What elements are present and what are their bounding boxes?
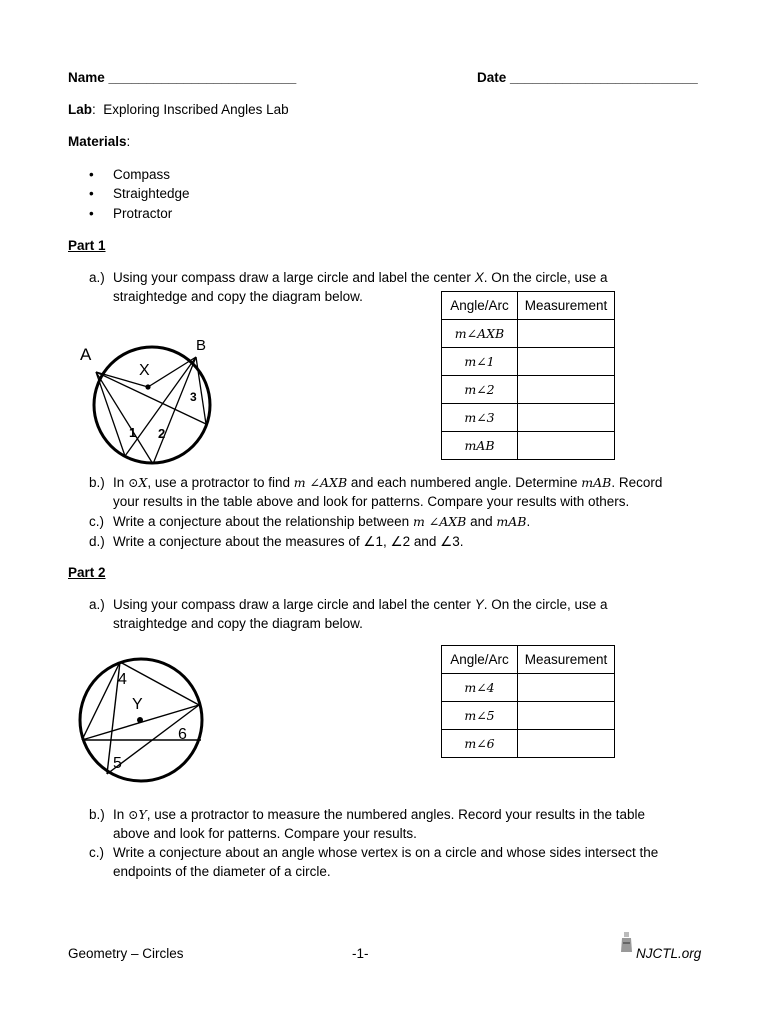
table-row [442, 320, 615, 348]
part2-c-line2: endpoints of the diameter of a circle. [113, 864, 331, 879]
row-label-angle-5: m∠5 [442, 702, 518, 730]
row-label-angle-6: m∠6 [442, 730, 518, 758]
angle-6-label: 6 [178, 726, 187, 743]
part1-measure-table [441, 291, 615, 460]
part1-b-line1 [89, 475, 662, 490]
measurement-cell[interactable] [518, 702, 615, 730]
date-blank[interactable]: _________________________ [510, 70, 698, 85]
angle-5-label: 5 [113, 755, 122, 772]
part1-c-label: c.) [89, 514, 104, 529]
measurement-cell[interactable] [518, 376, 615, 404]
part1-c-line [89, 514, 530, 529]
part1-b-label: b.) [89, 475, 105, 490]
list-item: • [89, 206, 94, 221]
list-item: • [89, 167, 94, 182]
angle-axb-expr: m ∠AXB [293, 475, 348, 490]
njctl-logo-icon [620, 930, 634, 956]
materials-colon: : [126, 134, 131, 149]
center-y-label: Y [132, 696, 143, 713]
materials-heading [68, 134, 130, 149]
measurement-cell[interactable] [518, 674, 615, 702]
angle-2-label: 2 [158, 426, 166, 441]
part1-heading: Part 1 [68, 238, 106, 253]
table-header-row [442, 292, 615, 320]
table-row [442, 432, 615, 460]
table-row [442, 702, 615, 730]
table-header-angle: Angle/Arc [442, 646, 518, 674]
part2-b-line2: above and look for patterns. Compare your results. [113, 826, 417, 841]
part2-a-text: Using your compass draw a large circle and label the center [113, 597, 475, 612]
measurement-cell[interactable] [518, 348, 615, 376]
lab-title: Exploring Inscribed Angles Lab [103, 102, 289, 117]
table-row [442, 348, 615, 376]
row-label-angle-3: m∠3 [442, 404, 518, 432]
circle-x-diagram [76, 334, 236, 474]
angle-3-label: 3 [190, 390, 197, 404]
part2-c-line1 [89, 845, 658, 860]
arc-ab-expr: mAB [496, 514, 527, 529]
circle-x-symbol: ⊙X [128, 475, 148, 490]
part2-a-text-end: . On the circle, use a [483, 597, 608, 612]
row-label-angle-1: m∠1 [442, 348, 518, 376]
part1-a-text-end: . On the circle, use a [483, 270, 608, 285]
center-x-label: X [139, 362, 150, 379]
table-row [442, 730, 615, 758]
part2-a-label: a.) [89, 597, 105, 612]
row-label-angle-axb: m∠AXB [442, 320, 518, 348]
lab-label: Lab [68, 102, 93, 117]
table-header-row [442, 646, 615, 674]
part1-a-label: a.) [89, 270, 105, 285]
part2-b-text-post: , use a protractor to measure the numbered angles. Record your results in the table [146, 807, 646, 822]
part1-a-line2: straightedge and copy the diagram below. [113, 289, 363, 304]
circle-y-symbol: ⊙Y [128, 807, 147, 822]
material-compass: Compass [113, 167, 171, 182]
part1-d-text: Write a conjecture about the measures of ∠1, ∠2 and ∠3. [113, 534, 464, 549]
part1-a-center: X [474, 270, 484, 285]
material-straightedge: Straightedge [113, 186, 190, 201]
part2-c-text: Write a conjecture about an angle whose vertex is on a circle and whose sides intersect the [113, 845, 659, 860]
part1-b-text-end: . Record [611, 475, 663, 490]
part2-a-line2: straightedge and copy the diagram below. [113, 616, 363, 631]
list-item: • [89, 186, 94, 201]
part2-a-center: Y [474, 597, 484, 612]
table-row [442, 376, 615, 404]
date-label: Date [477, 70, 507, 85]
part2-heading: Part 2 [68, 565, 106, 580]
table-header-measurement: Measurement [518, 646, 615, 674]
part2-b-label: b.) [89, 807, 105, 822]
angle-axb-expr: m ∠AXB [412, 514, 467, 529]
footer-page-number: -1- [352, 946, 369, 961]
measurement-cell[interactable] [518, 730, 615, 758]
lab-line [68, 102, 289, 117]
part2-a-line1 [89, 597, 608, 612]
part1-b-text-mid: , use a protractor to find [147, 475, 294, 490]
name-line [68, 70, 296, 85]
part1-d-label: d.) [89, 534, 105, 549]
table-row [442, 404, 615, 432]
table-row [442, 674, 615, 702]
part1-b-text-post: and each numbered angle. Determine [347, 475, 582, 490]
name-blank[interactable]: _________________________ [108, 70, 297, 85]
part1-d-line [89, 534, 464, 550]
date-line [477, 70, 698, 85]
part1-c-text-mid: and [466, 514, 497, 529]
table-header-angle: Angle/Arc [442, 292, 518, 320]
materials-label: Materials [68, 134, 127, 149]
part2-measure-table [441, 645, 615, 758]
lab-colon: : [92, 102, 96, 117]
part1-b-line2: your results in the table above and look for patterns. Compare your results with others. [113, 494, 630, 509]
part2-c-label: c.) [89, 845, 104, 860]
point-a-label: A [80, 345, 92, 364]
row-label-arc-ab: mAB [442, 432, 518, 460]
row-label-angle-4: m∠4 [442, 674, 518, 702]
measurement-cell[interactable] [518, 404, 615, 432]
part1-b-text: In [113, 475, 129, 490]
footer-course: Geometry – Circles [68, 946, 184, 961]
part1-a-text: Using your compass draw a large circle and label the center [113, 270, 475, 285]
part1-c-text: Write a conjecture about the relationship between [113, 514, 413, 529]
measurement-cell[interactable] [518, 432, 615, 460]
point-b-label: B [196, 337, 207, 354]
material-protractor: Protractor [113, 206, 173, 221]
part2-b-text: In [113, 807, 129, 822]
name-label: Name [68, 70, 105, 85]
measurement-cell[interactable] [518, 320, 615, 348]
angle-1-label: 1 [129, 425, 137, 440]
table-header-measurement: Measurement [518, 292, 615, 320]
part1-a-line1 [89, 270, 608, 285]
part2-b-line1 [89, 807, 645, 822]
center-point-y [137, 717, 143, 723]
center-point-x [145, 384, 150, 389]
arc-ab-expr: mAB [581, 475, 612, 490]
row-label-angle-2: m∠2 [442, 376, 518, 404]
footer-site[interactable]: NJCTL.org [636, 946, 702, 961]
angle-4-label: 4 [118, 671, 127, 688]
circle-y-diagram [73, 648, 223, 798]
part1-c-text-end: . [526, 514, 531, 529]
